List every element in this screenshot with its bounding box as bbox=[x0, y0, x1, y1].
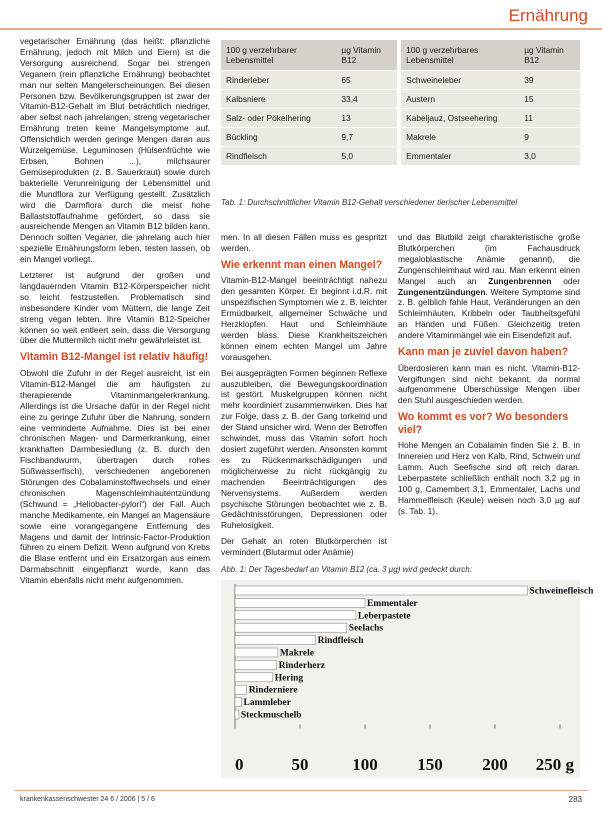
x-tick-label: 250 g bbox=[535, 755, 574, 774]
table-header-cell: µg Vitamin B12 bbox=[519, 40, 580, 70]
chart-bar bbox=[235, 660, 277, 669]
section-title: Ernährung bbox=[508, 6, 588, 25]
bar-label: Schweinefleisch bbox=[529, 586, 594, 597]
paragraph: Hohe Mengen an Cobalamin finden Sie z. B. in Innereien und Herz von Kalb, Rind, Schwein und Lamm. Auch Seefische sind oft reich daran. Leberpastete schließlich enthält noch 3,2 µg in 100 g, Camembert 3,1, Emmentaler, Lachs und Hammelfleisch (Keule) weisen noch 3,0 µg auf (s. Tab. 1). bbox=[398, 440, 580, 516]
vitamin-table bbox=[221, 40, 580, 166]
table-row bbox=[221, 70, 580, 89]
chart-bar bbox=[235, 673, 273, 682]
highlight-term: Zungenentzündungen bbox=[398, 286, 486, 297]
bar-label: Hering bbox=[274, 673, 304, 684]
paragraph: Vitamin-B12-Mangel beeinträchtigt nahezu den gesamten Körper. Er beginnt i.d.R. mit unspezifischen Symptomen wie z. B. leichter Ermüdbarkeit, allgemeiner Schwäche und Herzklopfen. Haut und Schleimhäute werden blass. Diese Krankheitszeichen können einem echten Mangel um Jahre vorausgehen. bbox=[221, 275, 387, 362]
paragraph: Obwohl die Zufuhr in der Regel ausreicht, ist ein Vitamin-B12-Mangel die am häufigsten zu therapierende Vitaminmangelerkrankung. Allerdings ist die Ursache dafür in der Regel nicht eine zu geringe Zufuhr über die Nahrung, sondern eine verminderte Aufnahme. Dies ist bei einer chronischen Magen- und Darmerkrankung, einer krankhaften Darmbesiedlung (z. B. durch den Fischbandwurm, übertragen durch rohes Süßwasserfisch), verschiedenen angeborenen Störungen des Cobalaminstoffwechsels und einer chronischen Magenschleimhautentzündung (Schwund = „Heliobacter-pylori“) der Fall. Auch manche Medikamente, ein Mangel an Magensäure sowie eine vorangegangene Entfernung des Magens und damit der Intrinsic-Factor-Produktion führen zu einem Defizit. Wenn aufgrund von Krebs die Blase entfernt und ein Ersatzorgan aus einem Darmabschnitt eingepflanzt wurde, kann das Vitamin ebenfalls nicht mehr aufgenommen. bbox=[20, 367, 210, 586]
chart-bar bbox=[235, 648, 278, 657]
table-cell: Schweineleber bbox=[401, 70, 519, 89]
table-cell: 5,0 bbox=[336, 146, 397, 165]
table-row bbox=[221, 127, 580, 146]
subheading: Kann man je zuviel davon haben? bbox=[398, 346, 569, 359]
bar-label: Lammleber bbox=[243, 698, 291, 709]
bar-label: Steckmuschelb bbox=[240, 710, 302, 721]
text-column-1 bbox=[20, 36, 210, 591]
journal-reference: krankenkassenschwester 24 6 / 2006 | 5 / 6 bbox=[20, 796, 155, 803]
chart-bar bbox=[235, 636, 316, 645]
bar-chart bbox=[221, 580, 594, 778]
table-cell: 39 bbox=[519, 70, 580, 89]
table-row bbox=[221, 146, 580, 165]
paragraph bbox=[398, 232, 580, 341]
chart-bar bbox=[235, 598, 365, 607]
table-caption: Tab. 1: Durchschnittlicher Vitamin B12-Gehalt verschiedener tierischer Lebensmittel bbox=[221, 198, 518, 207]
table-row bbox=[221, 89, 580, 108]
x-tick-label: 0 bbox=[235, 755, 244, 774]
subheading: Wie erkennt man einen Mangel? bbox=[221, 258, 383, 271]
chart-bar bbox=[235, 623, 347, 632]
table-row bbox=[221, 108, 580, 127]
table-cell: Kabeljauz, Ostseehering bbox=[401, 108, 519, 127]
table-header-cell: 100 g verzehrbares Lebensmittel bbox=[401, 40, 519, 70]
chart-bar bbox=[235, 586, 528, 595]
subheading: Wo kommt es vor? Wo besonders viel? bbox=[398, 411, 569, 436]
table-cell: 3,0 bbox=[519, 146, 580, 165]
paragraph: Letzterer ist aufgrund der großen und langdauernden Vitamin B12-Körperspeicher nicht so leicht festzustellen. Problematisch sind insbesondere Kinder vom Müttern, die lange Zeit streng vegan lebten. Ihre Vitamin B12-Speicher können so weit entleert sein, dass die Versorgung über die Muttermilch nicht mehr gewährleistet ist. bbox=[20, 270, 210, 346]
table-cell: Rinderleber bbox=[221, 70, 336, 89]
page-footer bbox=[0, 790, 602, 818]
chart-bar bbox=[235, 685, 247, 694]
page-number: 283 bbox=[568, 795, 582, 804]
paragraph: Überdosieren kann man es nicht. Vitamin-B12-Vergiftungen sind nicht bekannt, da normal aufgenommene Überschüssige Mengen über den Stuhl ausgeschieden werden. bbox=[398, 362, 580, 406]
table-cell: 13 bbox=[336, 108, 397, 127]
text-column-3 bbox=[398, 232, 580, 522]
table-cell: 9 bbox=[519, 127, 580, 146]
table-cell: Bückling bbox=[221, 127, 336, 146]
paragraph: Der Gehalt an roten Blutkörperchen ist vermindert (Blutarmut oder Anämie) bbox=[221, 536, 387, 558]
bar-chart-panel bbox=[221, 580, 594, 778]
text-run: oder bbox=[551, 275, 580, 286]
table-cell: 65 bbox=[336, 70, 397, 89]
table-header-cell: 100 g verzehrbarer Lebensmittel bbox=[221, 40, 336, 70]
highlight-term: Zungenbrennen bbox=[488, 275, 552, 286]
bar-label: Makrele bbox=[279, 648, 315, 659]
subheading: Vitamin B12-Mangel ist relativ häufig! bbox=[20, 351, 209, 364]
text-column-2 bbox=[221, 232, 387, 563]
chart-bar bbox=[235, 611, 356, 620]
table-cell: Rindfleisch bbox=[221, 146, 336, 165]
x-tick-label: 200 bbox=[482, 755, 508, 774]
x-tick-label: 150 bbox=[417, 755, 443, 774]
header-rule bbox=[0, 28, 602, 30]
chart-bar bbox=[235, 698, 242, 707]
bar-label: Seelachs bbox=[348, 623, 384, 634]
paragraph: vegetarischer Ernährung (das heißt: pflanzliche Ernährung, jedoch mit Milch und Eiern) ist die Versorgung ausreichend. Sogar bei strengen Veganern (rein pflanzliche Ernährung) beobachtet man nur selten Mangelerscheinungen. Bei diesen Personen bzw. Bevölkerungsgruppen ist zwar der Vitamin-B12-Gehalt im Blut beträchtlich niedriger, aber selbst nach jahrelangen, streng vegetarischer Ernährung treten keine Mangelsymptome auf. Offensichtlich werden geringe Mengen daran aus Wurzelgemüse, Leguminosen (Hülsenfrüchte wie Erbsen, Bohnen ...), milchsaurer Gemüseprodukten (z. B. Sauerkraut) sowie durch bakterielle Verunreinigung der Lebensmittel und die Mundflora zur Verfügung gestellt. Zusätzlich wird die Darmflora durch die meist hohe Ballaststoffaufnahme gefördert, so dass sie ausreichende Mengen an Vitamin B12 bilden kann. Dennoch sollten Veganer, die jahrelang auch hier spezielle Ernährungsform leben, testen lassen, ob ein Mangel vorliegt. bbox=[20, 36, 210, 265]
table-header-row bbox=[221, 40, 580, 70]
table-cell: Salz- oder Pökelhering bbox=[221, 108, 336, 127]
bar-label: Emmentaler bbox=[367, 598, 418, 609]
bar-label: Rinderniere bbox=[248, 685, 298, 696]
bar-label: Leberpastete bbox=[357, 611, 411, 622]
paragraph: men. In all diesen Fällen muss es gespritzt werden. bbox=[221, 232, 387, 253]
table-cell: 15 bbox=[519, 89, 580, 108]
table-header-cell: µg Vitamin B12 bbox=[336, 40, 397, 70]
x-tick-label: 50 bbox=[291, 755, 309, 774]
page-header bbox=[0, 0, 602, 30]
table-cell: Kalbsniere bbox=[221, 89, 336, 108]
table-cell: 9,7 bbox=[336, 127, 397, 146]
table-cell: Makrele bbox=[401, 127, 519, 146]
table-cell: Emmentaler bbox=[401, 146, 519, 165]
x-tick-label: 100 bbox=[352, 755, 378, 774]
footer-rule bbox=[14, 790, 588, 791]
table-cell: 11 bbox=[519, 108, 580, 127]
table-cell: Austern bbox=[401, 89, 519, 108]
chart-bar bbox=[235, 710, 239, 719]
text-run: . Weitere Symptome sind z. B. gelblich fahle Haut, Veränderungen an den Schleimhäuten, Kribbeln oder Taubheitsgefühl an Händen und Füßen. Gleichzeitig treten andere Vitaminmängel wie ein Eisendefizit auf. bbox=[398, 286, 580, 341]
figure-caption: Abb. 1: Der Tagesbedarf an Vitamin B12 (ca. 3 µg) wird gedeckt durch: bbox=[221, 565, 472, 574]
bar-label: Rinderherz bbox=[278, 660, 326, 671]
text-run: und das Blutbild zeigt charakteristische große Blutkörperchen (im Fachausdruck megaloblastische Anämie genannt), die Zungenschleimhaut wird rau. Man erkennt einen Mangel auch an bbox=[398, 232, 580, 286]
table-cell: 33,4 bbox=[336, 89, 397, 108]
bar-label: Rindfleisch bbox=[317, 636, 364, 647]
paragraph: Bei ausgeprägten Formen beginnen Reflexe auszubleiben, die Bewegungskoordination ist gestört. Muskelgruppen können nicht mehr koordiniert zusammenwirken. Dies hat zur Folge, dass z. B. der Gang torkelnd und der Stand unsicher wird. Wenn der Betroffen schwindet, muss das Vitamin sofort hoch dosiert zugeführt werden. Ansonsten kommt es zu Rückenmarkschädigungen und möglicherweise zu nicht rückgängig zu machenden Beeinträchtigungen des Nervensystems. Außerdem werden psychische Störungen beobachtet wie z. B. Gedächtnisstörungen, Depressionen oder Ruhelosigkeit. bbox=[221, 367, 387, 531]
